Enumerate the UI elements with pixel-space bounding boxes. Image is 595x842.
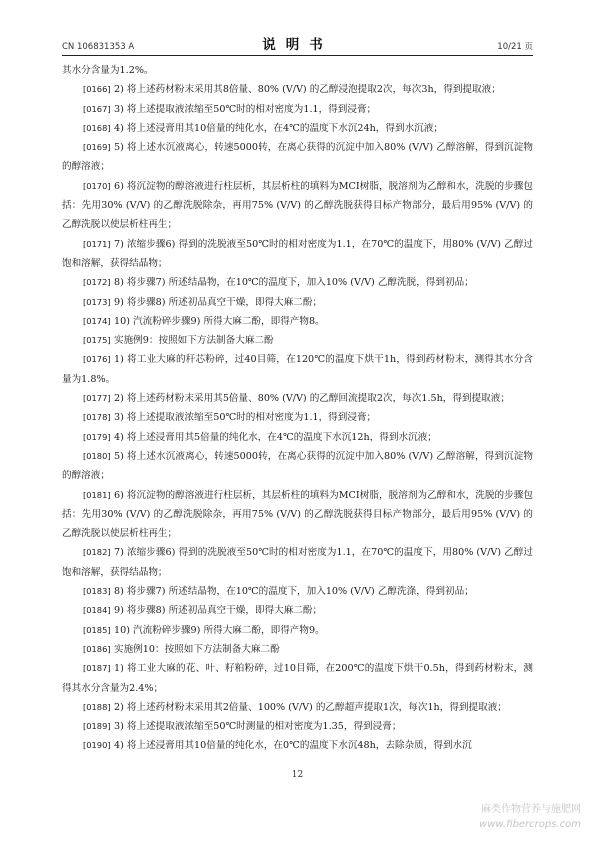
paragraph-number: [0190] [83, 740, 111, 751]
paragraph-number: [0177] [83, 393, 111, 404]
description-body [62, 61, 533, 756]
paragraph [62, 273, 533, 292]
paragraph-text: 5) 将上述水沉液离心，转速5000转，在离心获得的沉淀中加入80% (V/V) 乙醇溶解，得到沉淀物的醇溶液； [62, 142, 533, 173]
paragraph-number: [0166] [83, 84, 111, 95]
paragraph-number: [0170] [83, 180, 111, 191]
paragraph [62, 293, 533, 312]
paragraph [62, 736, 533, 755]
paragraph-text: 4) 将上述浸膏用其10倍量的纯化水，在0℃的温度下水沉48h，去除杂质，得到水沉 [114, 740, 472, 752]
paragraph-text: 10) 汽流粉碎步骤9) 所得大麻二酚，即得产物9。 [114, 624, 325, 636]
paragraph-text: 其水分含量为1.2%。 [62, 65, 154, 76]
paragraph-number: [0178] [83, 412, 111, 423]
watermark-site-name: 麻类作物营养与施肥网 [481, 804, 581, 815]
watermark [479, 802, 581, 832]
watermark-url: www.fibercrops.com [479, 819, 581, 830]
paragraph-number: [0186] [83, 643, 111, 654]
paragraph [62, 177, 533, 235]
paragraph-text: 3) 将上述提取液浓缩至50℃时的相对密度为1.1，得到浸膏； [114, 412, 377, 424]
paragraph [62, 350, 533, 389]
paragraph [62, 543, 533, 582]
paragraph-text: 7) 浓缩步骤6) 得到的洗脱液至50℃时的相对密度为1.1，在70℃的温度下，用80% (V/V) 乙醇过饱和溶解，获得结晶物； [62, 238, 533, 269]
paragraph [62, 601, 533, 620]
paragraph-text: 3) 将上述提取液浓缩至50℃时的相对密度为1.1，得到浸膏； [114, 103, 377, 115]
paragraph-text: 1) 将工业大麻的花、叶、籽粕粉碎，过10目筛，在200℃的温度下烘干0.5h，得到药材粉末，测得其水分含量为2.4%； [62, 663, 533, 694]
paragraph [62, 138, 533, 177]
paragraph [62, 621, 533, 640]
paragraph [62, 698, 533, 717]
paragraph-number: [0176] [83, 354, 111, 365]
paragraph-number: [0188] [83, 701, 111, 712]
paragraph-text: 1) 将工业大麻的秆芯粉碎，过40目筛，在120℃的温度下烘干1h，得到药材粉末，测得其水分含量为1.8%。 [62, 354, 533, 385]
paragraph [62, 486, 533, 544]
paragraph-text: 2) 将上述药材粉末采用其5倍量、80% (V/V) 的乙醇回流提取2次，每次1.5h，得到提取液； [114, 393, 510, 405]
paragraph [62, 582, 533, 601]
paragraph-number: [0179] [83, 431, 111, 442]
paragraph-text: 实施例9：按照如下方法制备大麻二酚 [114, 335, 274, 347]
paragraph-number: [0184] [83, 605, 111, 616]
publication-number: CN 106831353 A [62, 42, 135, 52]
paragraph [62, 659, 533, 698]
paragraph [62, 312, 533, 331]
paragraph-text: 10) 汽流粉碎步骤9) 所得大麻二酚，即得产物8。 [114, 315, 325, 327]
paragraph-number: [0168] [83, 122, 111, 133]
paragraph-text: 实施例10：按照如下方法制备大麻二酚 [114, 643, 280, 655]
document-title: 说明书 [262, 37, 333, 53]
paragraph-text: 9) 将步骤8) 所述初品真空干燥，即得大麻二酚； [114, 296, 323, 308]
paragraph-number: [0167] [83, 103, 111, 114]
paragraph-number: [0181] [83, 489, 111, 500]
paragraph-number: [0169] [83, 142, 111, 153]
paragraph [62, 408, 533, 427]
paragraph-text: 2) 将上述药材粉末采用其2倍量、100% (V/V) 的乙醇超声提取1次，每次1h，得到提取液； [114, 701, 507, 713]
paragraph-text: 6) 将沉淀物的醇溶液进行柱层析，其层析柱的填料为MCI树脂，脱溶剂为乙醇和水，洗脱的步骤包括：先用30% (V/V) 的乙醇洗脱除杂，再用75% (V/V) 的乙醇洗脱获得目标产物部分，最后用95% (V/V) 的乙醇洗脱以使层析柱再生； [62, 180, 533, 231]
paragraph-text: 4) 将上述浸膏用其10倍量的纯化水，在4℃的温度下水沉24h，得到水沉液； [114, 122, 443, 134]
page-header [62, 33, 533, 56]
paragraph-number: [0185] [83, 624, 111, 635]
paragraph [62, 640, 533, 659]
paragraph-text: 6) 将沉淀物的醇溶液进行柱层析，其层析柱的填料为MCI树脂，脱溶剂为乙醇和水，洗脱的步骤包括：先用30% (V/V) 的乙醇洗脱除杂，再用75% (V/V) 的乙醇洗脱获得目标产物部分，最后用95% (V/V) 的乙醇洗脱以使层析柱再生； [62, 489, 533, 540]
paragraph-number: [0183] [83, 586, 111, 597]
paragraph-number: [0187] [83, 663, 111, 674]
paragraph-text: 3) 将上述提取液浓缩至50℃时测量的相对密度为1.35，得到浸膏； [114, 721, 402, 733]
paragraph-text: 8) 将步骤7) 所述结晶物，在10℃的温度下，加入10% (V/V) 乙醇洗脱，得到初品； [114, 277, 474, 289]
paragraph [62, 100, 533, 119]
paragraph-text: 7) 浓缩步骤6) 得到的洗脱液至50℃时的相对密度为1.1，在70℃的温度下，用80% (V/V) 乙醇过饱和溶解，获得结晶物； [62, 547, 533, 578]
paragraph [62, 428, 533, 447]
paragraph [62, 447, 533, 486]
paragraph-number: [0172] [83, 277, 111, 288]
paragraph-text: 9) 将步骤8) 所述初品真空干燥，即得大麻二酚； [114, 605, 323, 617]
paragraph-text: 5) 将上述水沉液离心，转速5000转，在离心获得的沉淀中加入80% (V/V) 乙醇溶解，得到沉淀物的醇溶液； [62, 450, 533, 482]
paragraph-text: 2) 将上述药材粉末采用其8倍量、80% (V/V) 的乙醇浸泡提取2次，每次3h，得到提取液； [114, 84, 501, 96]
paragraph [62, 80, 533, 99]
paragraph [62, 61, 533, 80]
paragraph-number: [0182] [83, 547, 111, 558]
paragraph-number: [0171] [83, 238, 111, 249]
paragraph [62, 389, 533, 408]
paragraph [62, 331, 533, 350]
page-number: 12 [291, 770, 304, 780]
paragraph [62, 119, 533, 138]
paragraph [62, 235, 533, 274]
paragraph [62, 717, 533, 736]
paragraph-number: [0189] [83, 721, 111, 732]
paragraph-number: [0173] [83, 296, 111, 307]
paragraph-text: 4) 将上述浸膏用其5倍量的纯化水，在4℃的温度下水沉12h，得到水沉液； [114, 431, 437, 443]
paragraph-text: 8) 将步骤7) 所述结晶物，在10℃的温度下，加入10% (V/V) 乙醇洗涤，得到初品； [114, 586, 474, 598]
paragraph-number: [0174] [83, 315, 111, 326]
paragraph-number: [0180] [83, 450, 111, 461]
paragraph-number: [0175] [83, 335, 111, 346]
page-count: 10/21 页 [497, 42, 533, 52]
